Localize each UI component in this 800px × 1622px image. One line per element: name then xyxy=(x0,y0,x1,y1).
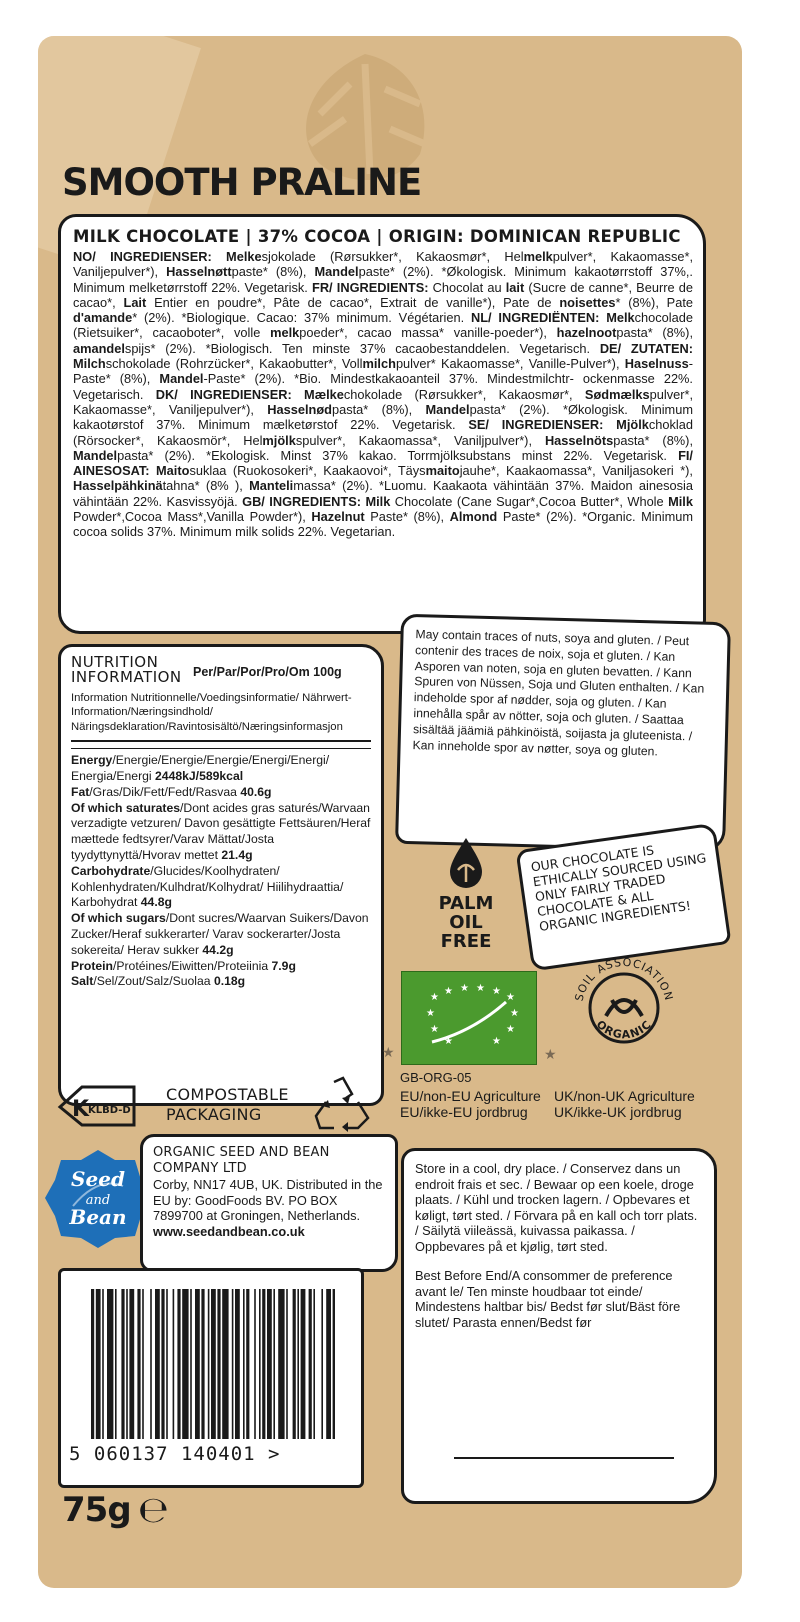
svg-text:★: ★ xyxy=(506,1024,515,1035)
nutrition-subtitle: Information Nutritionnelle/Voedingsinformatie/ Nährwert-Information/Næringsindhold/ Näringsdeklaration/Ravintosisältö/Næringsinformasjon xyxy=(71,691,371,742)
svg-text:★: ★ xyxy=(426,1008,435,1019)
svg-text:★: ★ xyxy=(430,992,439,1003)
svg-text:SOIL ASSOCIATION xyxy=(573,956,676,1003)
nutrition-title-line2: INFORMATION xyxy=(71,668,182,686)
barcode-icon xyxy=(91,1289,335,1439)
pack-background xyxy=(38,36,742,1588)
palm-line3: FREE xyxy=(440,931,492,952)
compost-line2: PACKAGING xyxy=(166,1105,262,1124)
seed-and-bean-logo xyxy=(43,1146,153,1252)
nutrition-title-line1: NUTRITION xyxy=(71,653,159,671)
nutrition-row: Carbohydrate/Glucides/Koolhydraten/ Kohlenhydraten/Kulhdrat/Kolhydrat/ Hiilihydraattia/ Karbohydrat 44.8g xyxy=(71,863,344,910)
nutrition-row: Fat/Gras/Dik/Fett/Fedt/Rasvaa 40.6g xyxy=(71,784,272,799)
compostable-packaging-label xyxy=(166,1085,289,1125)
cert-eu-line1: EU/non-EU Agriculture xyxy=(400,1088,541,1104)
company-url: www.seedandbean.co.uk xyxy=(153,1223,305,1239)
nutrition-row: Of which saturates/Dont acides gras saturés/Warvaan verzadigte vetzuren/ Davon gesättigte Fettsäuren/Heraf mættede fedtsyrer/Varav Mättat/Josta tyydyttynyttä/Hvorav mettet 21.4g xyxy=(71,800,371,862)
svg-text:★: ★ xyxy=(492,1036,501,1047)
svg-text:ORGANIC xyxy=(594,1018,655,1042)
svg-text:★: ★ xyxy=(430,1024,439,1035)
ingredients-text: NO/ INGREDIENSER: Melkesjokolade (Rørsukker*, Kakaosmør*, Helmelkpulver*, Kakaomasse*, Vaniljepulver*), Hasselnøttpaste* (8%), Mandelpaste* (2%). *Økologisk. Minimum kakaotørrstoff 37%,. Minimum melketørrstoff 22%. Vegetarisk. FR/ INGREDIENTS: Chocolat au lait (Sucre de canne*, Beurre de cacao*, Lait Entier en poudre*, Pâte de cacao*, Extrait de vanille*), Pate de noisettes* (8%), Pate d'amande* (2%). *Biologique. Cacao: 37% minimum. Végétarien. NL/ INGREDIËNTEN: Melkchocolade (Rietsuiker*, cacaoboter*, volle melkpoeder*, cacao massa* vanille-poeder*), hazelnootpasta* (8%), amandelspijs* (2%). *Biologisch. Ten minste 37% cacaobestanddelen. Vegetarisch. DE/ ZUTATEN: Milchschokolade (Rohrzücker*, Kakaobutter*, Vollmilchpulver* Kakaomasse*, Vanille-Pulver*), Haselnuss-Paste* (8%), Mandel-Paste* (2%). *Bio. Mindestkakaoanteil 37%. Mindestmilchtr- ockenmasse 22%. Vegetarisch. DK/ INGREDIENSER: Mælkechokolade (Rørsukker*, Kakaosmør*, Sødmælkspulver*, Kakaomasse*, Vaniljepulver*), Hasselnødpasta* (8%), Mandelpasta* (2%). *Økologisk. Minimum kakaotørstof 37%. Minimum mælketørstof 22%. Vegetarisk. SE/ INGREDIENSER: Mjölkchoklad (Rörsocker*, Kakaosmör*, Helmjölkspulver*, Kakaomassa*, Vaniljpulver*), Hasselnötspasta* (8%), Mandelpasta* (2%). *Ekologisk. Minst 37% kakao. Torrmjölksubstans minst 22%. Vegetarisk. FI/ AINESOSAT: Maitosuklaa (Ruokosokeri*, Kaakaovoi*, Täysmaitojauhe*, Kaakaomassa*, Vaniljasokeri *), Hasselpähkinätahna* (8% ), Mantelimassa* (2%). *Luomu. Kaakaota vähintään 37%. Maidon ainesosia vähintään 22%. Kasvissyöjä. GB/ INGREDIENTS: Milk Chocolate (Cane Sugar*,Cocoa Butter*, Whole Milk Powder*,Cocoa Mass*,Vanilla Powder*), Hazelnut Paste* (8%), Almond Paste* (2%). *Organic. Minimum cocoa solids 37%. Minimum milk solids 22%. Vegetarian. xyxy=(73,249,694,540)
nutrition-row: Salt/Sel/Zout/Salz/Suolaa 0.18g xyxy=(71,974,246,989)
company-name: ORGANIC SEED AND BEAN COMPANY LTD xyxy=(153,1145,330,1176)
logo-line1: Seed xyxy=(71,1167,125,1191)
palm-line1: PALM xyxy=(438,893,494,914)
soil-bottom-text: ORGANIC xyxy=(593,1017,655,1042)
svg-text:★: ★ xyxy=(444,986,453,997)
svg-text:★: ★ xyxy=(492,986,501,997)
cert-uk-line2: UK/ikke-UK jordbrug xyxy=(554,1104,682,1120)
barcode-card xyxy=(58,1268,364,1488)
eu-organic-leaf-icon xyxy=(402,972,536,1064)
product-descriptor: MILK CHOCOLATE | 37% COCOA | ORIGIN: DOMINICAN REPUBLIC xyxy=(73,227,681,246)
eu-organic-leaf-logo xyxy=(401,971,537,1065)
cert-code: GB-ORG-05 xyxy=(400,1070,472,1085)
company-card xyxy=(140,1134,398,1272)
star-icon: ★ xyxy=(382,1044,395,1060)
palm-line2: OIL xyxy=(449,912,483,933)
logo-line2: and xyxy=(85,1193,111,1208)
estimated-sign-icon: ℮ xyxy=(138,1490,169,1531)
kosher-kld-icon xyxy=(56,1083,138,1129)
nutrition-per: Per/Par/Por/Pro/Om 100g xyxy=(193,665,342,679)
storage-card xyxy=(401,1148,717,1504)
nutrition-row: Protein/Protéines/Eiwitten/Proteiinia 7.9g xyxy=(71,958,296,973)
company-address: Corby, NN17 4UB, UK. Distributed in the EU by: GoodFoods BV. PO BOX 7899700 at Groningen, Netherlands. xyxy=(153,1177,383,1224)
barcode-number: 5 060137 140401 > xyxy=(69,1443,281,1465)
nutrition-card xyxy=(58,644,384,1106)
palm-oil-drop-icon xyxy=(446,836,486,890)
ingredients-card xyxy=(58,214,706,634)
svg-text:★: ★ xyxy=(444,1036,453,1047)
svg-text:★: ★ xyxy=(506,992,515,1003)
svg-text:★: ★ xyxy=(460,983,469,994)
product-title: SMOOTH PRALINE xyxy=(62,161,422,204)
kld-label: KLBD-D xyxy=(88,1105,131,1116)
svg-text:★: ★ xyxy=(510,1008,519,1019)
soil-association-organic-icon xyxy=(570,954,678,1062)
star-icon: ★ xyxy=(544,1046,557,1062)
allergen-card: May contain traces of nuts, soya and gluten. / Peut contenir des traces de noix, soja et gluten. / Kan Asporen van noten, soja en gluten bevatten. / Kann Spuren von Nüssen, Soja und Gluten enthalten. / Kan indeholde spor af nødder, soja og gluten. / Kan innehålla spår av nötter, soja och gluten. / Saattaa sisältää jäämiä pähkinöistä, soijasta ja gluteenista. / Kan inneholde spor av nøtter, soya og gluten. xyxy=(395,614,731,853)
nutrition-rows xyxy=(71,748,371,990)
cert-uk-line1: UK/non-UK Agriculture xyxy=(554,1088,695,1104)
compost-line1: COMPOSTABLE xyxy=(166,1085,289,1104)
ethical-sourcing-note: OUR CHOCOLATE IS ETHICALLY SOURCED USING ONLY FAIRLY TRADED CHOCOLATE & ALL ORGANIC INGREDIENTS! xyxy=(515,823,731,972)
eu-certification xyxy=(400,1069,714,1120)
cert-eu-line2: EU/ikke-EU jordbrug xyxy=(400,1104,528,1120)
svg-text:K: K xyxy=(72,1097,90,1122)
nutrition-row: Energy/Energie/Energie/Energie/Energi/Energi/ Energia/Energi 2448kJ/589kcal xyxy=(71,753,330,784)
logo-line3: Bean xyxy=(69,1205,127,1229)
soil-top-text: SOIL ASSOCIATION xyxy=(572,955,676,1003)
palm-oil-free-badge xyxy=(426,836,506,951)
storage-text: Store in a cool, dry place. / Conservez dans un endroit frais et sec. / Bewaar op een koele, droge plaats. / Kühl und trocken lagern. / Opbevares et køligt, tørt sted. / Förvara på en kall och torr plats. / Säilytä viileässä, kuivassa paikassa. / Oppbevares på et kjølig, tørt sted. xyxy=(415,1161,698,1254)
net-weight: 75g xyxy=(62,1490,131,1530)
recycle-icon xyxy=(312,1074,374,1134)
best-before-text: Best Before End/A consommer de preference avant le/ Ten minste houdbaar tot einde/ Mindestens haltbar bis/ Bedst før slut/Bäst före slutet/ Parasta ennen/Bedst før xyxy=(415,1268,681,1330)
best-before-line xyxy=(454,1457,674,1459)
svg-text:★: ★ xyxy=(476,983,485,994)
nutrition-row: Of which sugars/Dont sucres/Waarvan Suikers/Davon Zucker/Heraf sukkerarter/ Varav sockerarter/Josta sokereita/ Herav sukker 44.2g xyxy=(71,911,369,957)
